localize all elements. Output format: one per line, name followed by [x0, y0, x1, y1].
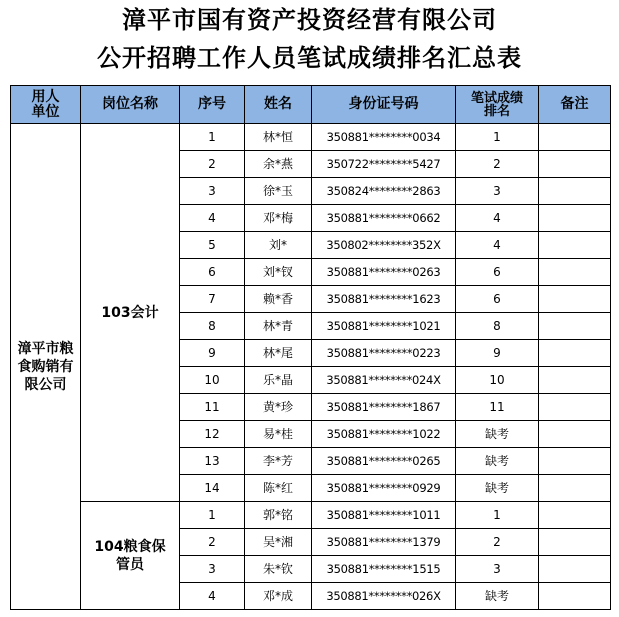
seq-cell: 2 [180, 151, 245, 178]
rank-cell: 4 [456, 205, 539, 232]
name-cell: 吴*湘 [245, 529, 312, 556]
note-cell [539, 124, 611, 151]
id-cell: 350881********0034 [312, 124, 456, 151]
rank-cell: 1 [456, 502, 539, 529]
rank-cell: 缺考 [456, 475, 539, 502]
rank-cell: 2 [456, 529, 539, 556]
rank-cell: 1 [456, 124, 539, 151]
table-row [11, 124, 611, 151]
note-cell [539, 421, 611, 448]
page-subtitle: 公开招聘工作人员笔试成绩排名汇总表 [97, 43, 522, 72]
seq-cell: 14 [180, 475, 245, 502]
name-cell: 乐*晶 [245, 367, 312, 394]
note-cell [539, 259, 611, 286]
id-cell: 350881********1021 [312, 313, 456, 340]
name-cell: 徐*玉 [245, 178, 312, 205]
page-title: 漳平市国有资产投资经营有限公司 [122, 5, 497, 34]
seq-cell: 6 [180, 259, 245, 286]
note-cell [539, 232, 611, 259]
header-id: 身份证号码 [312, 86, 456, 124]
note-cell [539, 529, 611, 556]
rank-cell: 缺考 [456, 448, 539, 475]
seq-cell: 3 [180, 556, 245, 583]
id-cell: 350881********1022 [312, 421, 456, 448]
name-cell: 赖*香 [245, 286, 312, 313]
position-cell: 104粮食保管员 [81, 502, 180, 610]
seq-cell: 13 [180, 448, 245, 475]
seq-cell: 5 [180, 232, 245, 259]
id-cell: 350824********2863 [312, 178, 456, 205]
name-cell: 林*青 [245, 313, 312, 340]
name-cell: 易*桂 [245, 421, 312, 448]
name-cell: 林*恒 [245, 124, 312, 151]
seq-cell: 9 [180, 340, 245, 367]
rank-cell: 11 [456, 394, 539, 421]
seq-cell: 8 [180, 313, 245, 340]
table-body [11, 124, 611, 610]
id-cell: 350881********024X [312, 367, 456, 394]
position-cell: 103会计 [81, 124, 180, 502]
note-cell [539, 556, 611, 583]
rank-cell: 3 [456, 178, 539, 205]
name-cell: 刘* [245, 232, 312, 259]
unit-cell: 漳平市粮食购销有限公司 [11, 124, 81, 610]
id-cell: 350881********1623 [312, 286, 456, 313]
rank-cell: 10 [456, 367, 539, 394]
name-cell: 林*尾 [245, 340, 312, 367]
id-cell: 350881********1011 [312, 502, 456, 529]
rank-cell: 2 [456, 151, 539, 178]
header-unit: 用人单位 [11, 86, 81, 124]
header-name: 姓名 [245, 86, 312, 124]
id-cell: 350881********026X [312, 583, 456, 610]
header-position: 岗位名称 [81, 86, 180, 124]
note-cell [539, 205, 611, 232]
name-cell: 李*芳 [245, 448, 312, 475]
header-rank: 笔试成绩排名 [456, 86, 539, 124]
seq-cell: 11 [180, 394, 245, 421]
note-cell [539, 583, 611, 610]
seq-cell: 1 [180, 124, 245, 151]
note-cell [539, 340, 611, 367]
rank-cell: 9 [456, 340, 539, 367]
seq-cell: 1 [180, 502, 245, 529]
rank-cell: 6 [456, 286, 539, 313]
id-cell: 350881********1867 [312, 394, 456, 421]
id-cell: 350722********5427 [312, 151, 456, 178]
name-cell: 刘*钗 [245, 259, 312, 286]
rank-cell: 缺考 [456, 583, 539, 610]
id-cell: 350881********1515 [312, 556, 456, 583]
seq-cell: 2 [180, 529, 245, 556]
note-cell [539, 502, 611, 529]
id-cell: 350881********0929 [312, 475, 456, 502]
seq-cell: 4 [180, 583, 245, 610]
seq-cell: 7 [180, 286, 245, 313]
id-cell: 350881********0662 [312, 205, 456, 232]
id-cell: 350802********352X [312, 232, 456, 259]
rank-cell: 6 [456, 259, 539, 286]
seq-cell: 12 [180, 421, 245, 448]
id-cell: 350881********0265 [312, 448, 456, 475]
rank-cell: 4 [456, 232, 539, 259]
id-cell: 350881********1379 [312, 529, 456, 556]
rank-cell: 缺考 [456, 421, 539, 448]
name-cell: 邓*成 [245, 583, 312, 610]
seq-cell: 4 [180, 205, 245, 232]
seq-cell: 10 [180, 367, 245, 394]
note-cell [539, 286, 611, 313]
note-cell [539, 475, 611, 502]
id-cell: 350881********0223 [312, 340, 456, 367]
table-row [11, 502, 611, 529]
note-cell [539, 151, 611, 178]
name-cell: 黄*珍 [245, 394, 312, 421]
note-cell [539, 367, 611, 394]
name-cell: 余*燕 [245, 151, 312, 178]
seq-cell: 3 [180, 178, 245, 205]
name-cell: 朱*钦 [245, 556, 312, 583]
header-seq: 序号 [180, 86, 245, 124]
note-cell [539, 448, 611, 475]
note-cell [539, 313, 611, 340]
name-cell: 邓*梅 [245, 205, 312, 232]
header-note: 备注 [539, 86, 611, 124]
rank-cell: 8 [456, 313, 539, 340]
rank-cell: 3 [456, 556, 539, 583]
name-cell: 郭*铭 [245, 502, 312, 529]
note-cell [539, 394, 611, 421]
id-cell: 350881********0263 [312, 259, 456, 286]
results-table [10, 85, 611, 610]
note-cell [539, 178, 611, 205]
header-row [11, 86, 611, 124]
name-cell: 陈*红 [245, 475, 312, 502]
